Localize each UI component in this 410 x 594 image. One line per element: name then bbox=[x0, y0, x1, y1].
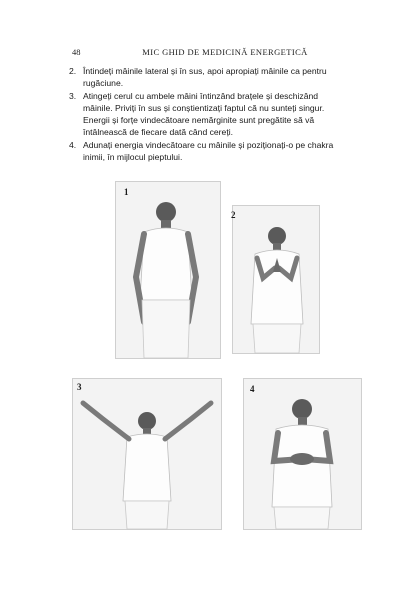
figure-prayer-hands-illustration bbox=[233, 206, 319, 353]
exercise-photo-2 bbox=[232, 205, 320, 354]
step-number: 3. bbox=[69, 90, 77, 101]
exercise-photo-4 bbox=[243, 378, 362, 530]
exercise-photo-3 bbox=[72, 378, 222, 530]
photo-label: 3 bbox=[77, 382, 82, 392]
instruction-step-2 bbox=[69, 65, 343, 90]
page-number: 48 bbox=[72, 47, 81, 57]
step-text: Întindeți mâinile lateral și în sus, apoi apropiați mâinile ca pentru rugăciune. bbox=[83, 66, 327, 89]
figure-hands-on-heart-illustration bbox=[244, 379, 361, 529]
running-title: MIC GHID DE MEDICINĂ ENERGETICĂ bbox=[142, 47, 308, 57]
exercise-photo-1 bbox=[115, 181, 221, 359]
photo-label: 2 bbox=[231, 210, 236, 220]
step-text: Atingeți cerul cu ambele mâini întinzând brațele și deschizând mâinile. Priviți în sus și conștientizați faptul că nu sunteți singur. Energii și forțe vindecătoare nemărginite sunt pregătite să vă întâlnească de fiecare dată când cereți. bbox=[83, 90, 325, 138]
page-header bbox=[72, 47, 342, 59]
instruction-step-3 bbox=[69, 90, 343, 139]
photo-label: 4 bbox=[250, 384, 255, 394]
figure-arms-down-illustration bbox=[116, 182, 220, 358]
step-number: 4. bbox=[69, 139, 77, 150]
photo-label: 1 bbox=[124, 187, 129, 197]
step-number: 2. bbox=[69, 66, 77, 76]
step-text: Adunați energia vindecătoare cu mâinile și poziționați-o pe chakra inimii, în mijlocul pieptului. bbox=[83, 139, 334, 163]
figure-arms-raised-illustration bbox=[73, 379, 221, 529]
instruction-step-4 bbox=[69, 139, 343, 164]
instruction-list bbox=[69, 65, 343, 163]
